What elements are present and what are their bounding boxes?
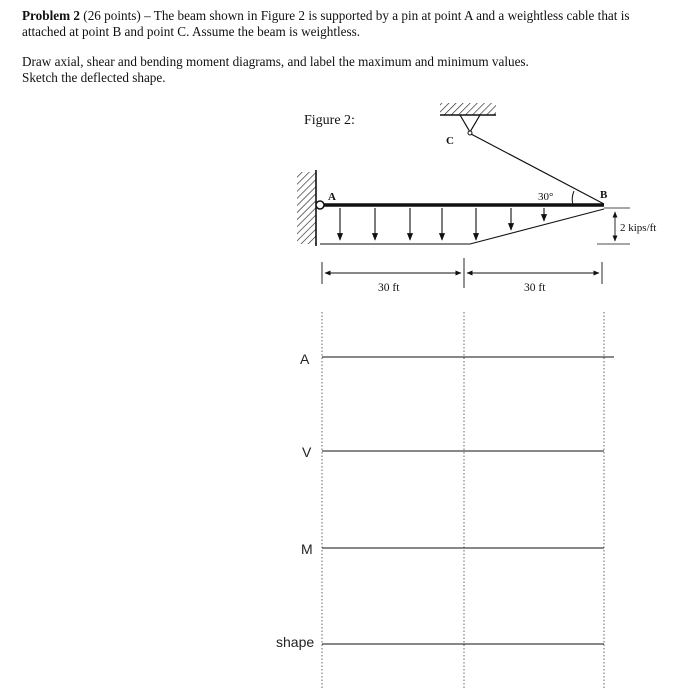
distributed-load <box>320 208 604 244</box>
span-left-label: 30 ft <box>378 282 400 294</box>
point-a-label: A <box>328 191 336 203</box>
span-dimensions <box>322 258 602 288</box>
diagram-label-shape: shape <box>276 634 315 650</box>
diagram-label-axial: A <box>300 351 310 367</box>
problem-heading: Problem 2 <box>22 8 80 23</box>
diagram-axis-v <box>302 444 604 460</box>
figure-caption: Figure 2: <box>304 113 355 128</box>
diagram-axis-m <box>301 541 604 557</box>
point-c-label: C <box>446 135 454 147</box>
cable-angle-label: 30° <box>538 191 554 203</box>
instructions-line-1: Draw axial, shear and bending moment diagrams, and label the maximum and minimum values. <box>22 54 529 69</box>
instructions-line-2: Sketch the deflected shape. <box>22 70 166 85</box>
diagram-axis-shape <box>276 634 604 650</box>
load-label: 2 kips/ft <box>620 222 657 234</box>
ceiling-support <box>440 103 496 135</box>
diagram-axis-a <box>300 351 614 367</box>
diagram-label-shear: V <box>302 444 312 460</box>
problem-description: – The beam shown in Figure 2 is supported by a pin at point A and a weightless cable that is attached at point B and point C. Assume the beam is weightless. <box>22 8 630 39</box>
diagram-guides <box>322 312 604 690</box>
wall-support <box>297 170 316 246</box>
angle-arc <box>572 191 574 205</box>
point-b-label: B <box>600 189 608 201</box>
diagram-label-moment: M <box>301 541 313 557</box>
span-right-label: 30 ft <box>524 282 546 294</box>
problem-points: (26 points) <box>83 8 141 23</box>
pin-a <box>316 201 324 209</box>
